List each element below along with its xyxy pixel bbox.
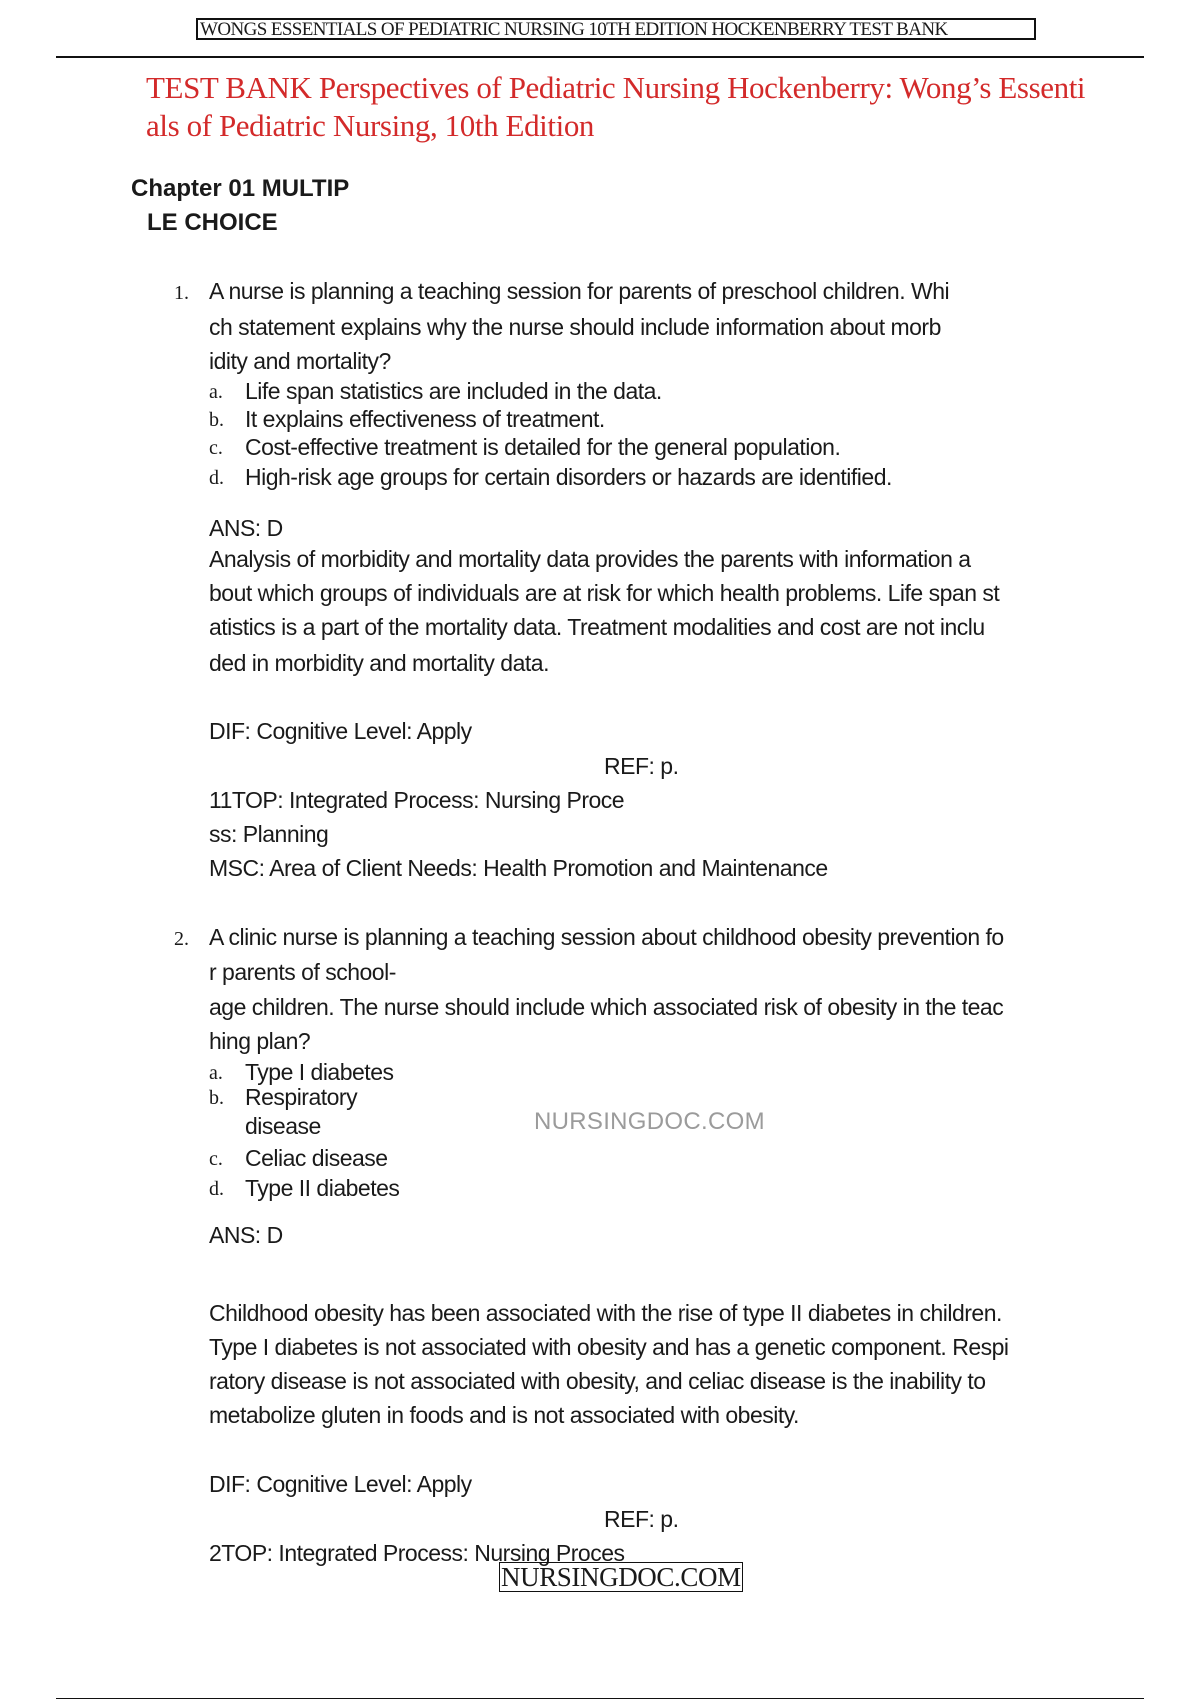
option-text: Celiac disease [245,1145,388,1171]
rationale-line: metabolize gluten in foods and is not associated with obesity. [209,1402,799,1428]
client-needs: MSC: Area of Client Needs: Health Promotion and Maintenance [209,855,828,881]
option-text-continued: disease [245,1113,321,1139]
question-stem-line: idity and mortality? [209,348,391,374]
question-number: 1. [174,282,189,304]
topic-line: 2TOP: Integrated Process: Nursing Proces [209,1540,625,1566]
chapter-heading-line-1: Chapter 01 MULTIP [131,175,350,202]
option-letter: d. [209,1178,224,1200]
page-reference: REF: p. [604,753,679,779]
question-stem-line: r parents of school- [209,959,396,985]
option-letter: b. [209,1087,224,1109]
question-stem-line: A clinic nurse is planning a teaching session about childhood obesity prevention fo [209,924,1004,950]
header-rule [56,56,1144,58]
rationale-line: ded in morbidity and mortality data. [209,650,549,676]
footer-site: NURSINGDOC.COM [501,1562,741,1592]
rationale-line: Childhood obesity has been associated with the rise of type II diabetes in children. [209,1300,1002,1326]
option-text: It explains effectiveness of treatment. [245,406,605,432]
option-letter: a. [209,381,223,403]
difficulty-level: DIF: Cognitive Level: Apply [209,1471,472,1497]
option-letter: b. [209,409,224,431]
answer-key: ANS: D [209,1222,283,1248]
option-letter: a. [209,1062,223,1084]
option-text: Cost-effective treatment is detailed for the general population. [245,434,841,460]
question-stem-line: ch statement explains why the nurse should include information about morb [209,314,941,340]
question-stem-line: age children. The nurse should include which associated risk of obesity in the teac [209,994,1004,1020]
running-header: WONGS ESSENTIALS OF PEDIATRIC NURSING 10TH EDITION HOCKENBERRY TEST BANK [196,18,1036,40]
question-stem-line: A nurse is planning a teaching session for parents of preschool children. Whi [209,278,950,304]
option-text: Type I diabetes [245,1059,394,1085]
topic-line: ss: Planning [209,821,329,847]
rationale-line: Analysis of morbidity and mortality data provides the parents with information a [209,546,971,572]
option-text: High-risk age groups for certain disorders or hazards are identified. [245,464,892,490]
rationale-line: Type I diabetes is not associated with obesity and has a genetic component. Respi [209,1334,1009,1360]
watermark: NURSINGDOC.COM [534,1108,765,1135]
question-stem-line: hing plan? [209,1028,311,1054]
option-letter: d. [209,467,224,489]
option-text: Life span statistics are included in the data. [245,378,662,404]
footer-rule [56,1698,1144,1699]
chapter-heading-line-2: LE CHOICE [147,209,278,236]
option-letter: c. [209,437,223,459]
topic-line: 11TOP: Integrated Process: Nursing Proce [209,787,625,813]
rationale-line: bout which groups of individuals are at risk for which health problems. Life span st [209,580,1000,606]
document-title-line-2: als of Pediatric Nursing, 10th Edition [146,108,595,143]
option-text: Type II diabetes [245,1175,400,1201]
rationale-line: atistics is a part of the mortality data. Treatment modalities and cost are not inclu [209,614,985,640]
option-letter: c. [209,1148,223,1170]
page-reference: REF: p. [604,1506,679,1532]
question-number: 2. [174,928,189,950]
difficulty-level: DIF: Cognitive Level: Apply [209,718,472,744]
option-text: Respiratory [245,1084,358,1110]
rationale-line: ratory disease is not associated with obesity, and celiac disease is the inability to [209,1368,986,1394]
document-title-line-1: TEST BANK Perspectives of Pediatric Nursing Hockenberry: Wong’s Essenti [146,70,1086,105]
answer-key: ANS: D [209,515,283,541]
